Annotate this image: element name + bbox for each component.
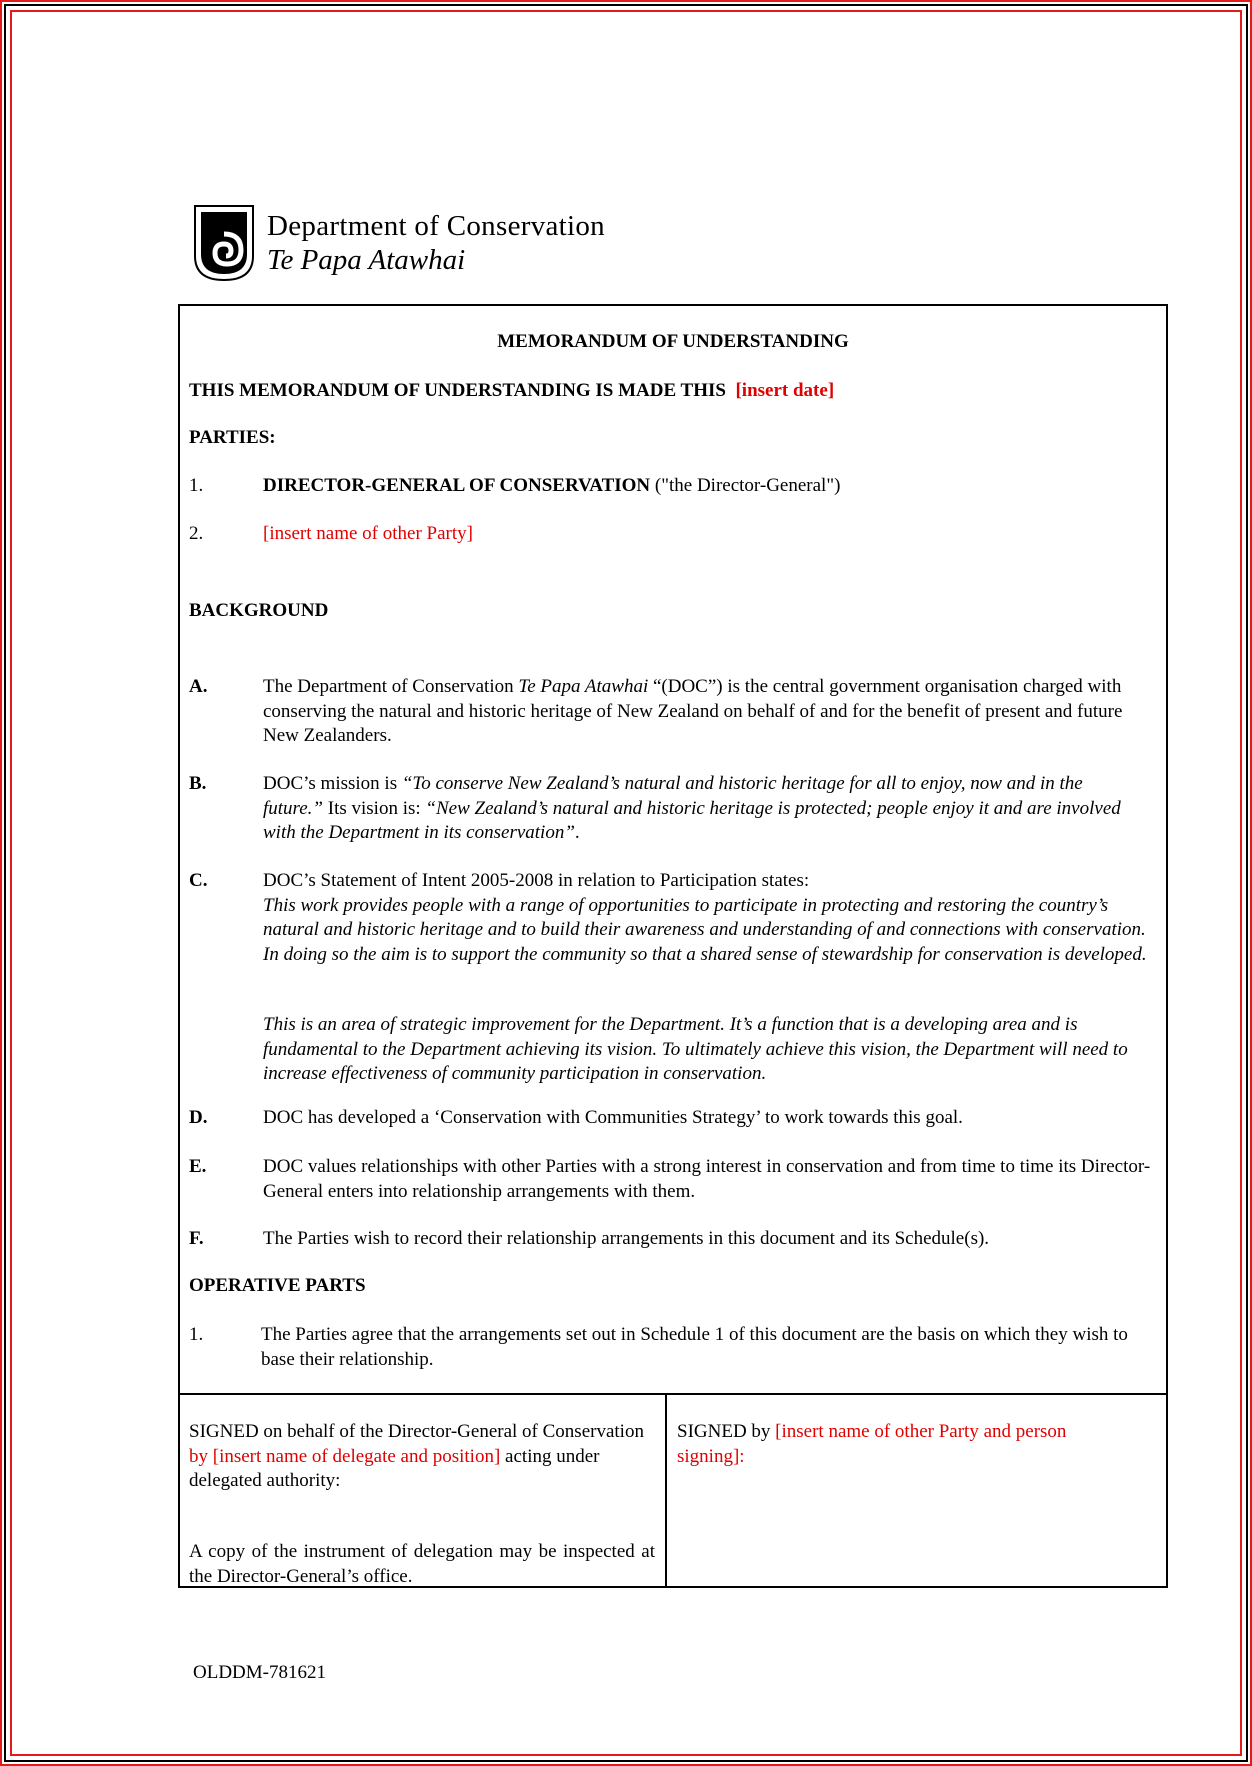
document-title: MEMORANDUM OF UNDERSTANDING — [497, 331, 849, 352]
clause-c-label: C. — [189, 870, 208, 891]
sig-left-text: SIGNED on behalf of the Director-General of Conservation — [189, 1421, 644, 1442]
party-1-name: DIRECTOR-GENERAL OF CONSERVATION — [263, 475, 651, 496]
made-this-text: THIS MEMORANDUM OF UNDERSTANDING IS MADE THIS — [189, 380, 726, 401]
clause-b-vision: “New Zealand’s natural and historic heritage is protected; people enjoy it and are involved with the Department in its conservation” — [263, 797, 1121, 843]
clause-c-quote-2: This is an area of strategic improvement for the Department. It’s a function that is a developing area and is fundamental to the Department achieving its vision. To ultimately achieve this vision, the Department will need to increase effectiveness of community participation in conservation. — [263, 1014, 1128, 1084]
operative-1: The Parties agree that the arrangements set out in Schedule 1 of this document are the basis on which they wish to base their relationship. — [261, 1324, 1128, 1370]
party-1-alias: ("the Director-General") — [650, 475, 841, 496]
delegation-note: A copy of the instrument of delegation may be inspected at the Director-General’s office. — [189, 1541, 655, 1587]
clause-b-text-2: Its vision is: — [323, 797, 426, 819]
clause-b-end: . — [574, 822, 580, 843]
clause-b-mission: “To conserve New Zealand’s natural and historic heritage for all to enjoy, now and in the future.” — [263, 773, 1083, 819]
party-2-placeholder: [insert name of other Party] — [263, 523, 473, 544]
clause-b-label: B. — [189, 773, 207, 794]
parties-heading: PARTIES: — [189, 427, 276, 448]
clause-e-label: E. — [189, 1156, 207, 1177]
operative-heading: OPERATIVE PARTS — [189, 1275, 366, 1296]
clause-c-intro: DOC’s Statement of Intent 2005-2008 in relation to Participation states: — [263, 870, 810, 891]
background-heading: BACKGROUND — [189, 600, 329, 621]
party-1-number: 1. — [189, 475, 204, 496]
other-party-placeholder: [insert name of other Party and person signing]: — [677, 1421, 1067, 1467]
clause-f-label: F. — [189, 1228, 204, 1249]
sig-right-text: SIGNED by — [677, 1421, 776, 1442]
signature-column-divider — [665, 1393, 667, 1588]
clause-c — [263, 869, 1148, 967]
footer-code: OLDDM-781621 — [193, 1662, 326, 1683]
clause-b — [263, 772, 1143, 846]
delegate-placeholder: by [insert name of delegate and position] — [189, 1445, 501, 1467]
clause-f: The Parties wish to record their relationship arrangements in this document and its Schedule(s). — [263, 1228, 990, 1249]
clause-a-label: A. — [189, 676, 208, 697]
sig-left-text-2: acting under delegated authority: — [189, 1445, 600, 1491]
clause-a-italic: Te Papa Atawhai — [518, 676, 649, 697]
made-this-line — [189, 379, 834, 404]
signature-left — [189, 1420, 659, 1494]
clause-a-text-2: “(DOC”) is the central government organisation charged with conserving the natural and historic heritage of New Zealand on behalf of and for the benefit of present and future New Zealanders. — [263, 676, 1123, 746]
clause-d-label: D. — [189, 1107, 208, 1128]
clause-d: DOC has developed a ‘Conservation with Communities Strategy’ to work towards this goal. — [263, 1107, 963, 1128]
doc-logo — [193, 204, 653, 286]
clause-a — [263, 675, 1123, 749]
signature-right — [677, 1420, 1127, 1469]
clause-c-quote-1: This work provides people with a range of opportunities to participate in protecting and restoring the country’s natural and historic heritage and to build their awareness and understanding of and connections with conservation. In doing so the aim is to support the community so that a shared sense of stewardship for conservation is developed. — [263, 894, 1147, 965]
doc-shield-icon — [193, 204, 255, 282]
logo-name-english: Department of Conservation — [267, 210, 605, 242]
signature-divider — [178, 1393, 1168, 1395]
party-2-number: 2. — [189, 523, 204, 544]
logo-name-maori: Te Papa Atawhai — [267, 244, 466, 276]
clause-a-text: The Department of Conservation — [263, 676, 519, 697]
insert-date-placeholder: [insert date] — [735, 380, 835, 401]
operative-1-number: 1. — [189, 1324, 204, 1345]
party-1 — [263, 474, 840, 499]
clause-e: DOC values relationships with other Parties with a strong interest in conservation and from time to time its Director-General enters into relationship arrangements with them. — [263, 1156, 1151, 1202]
clause-b-text: DOC’s mission is — [263, 773, 402, 794]
